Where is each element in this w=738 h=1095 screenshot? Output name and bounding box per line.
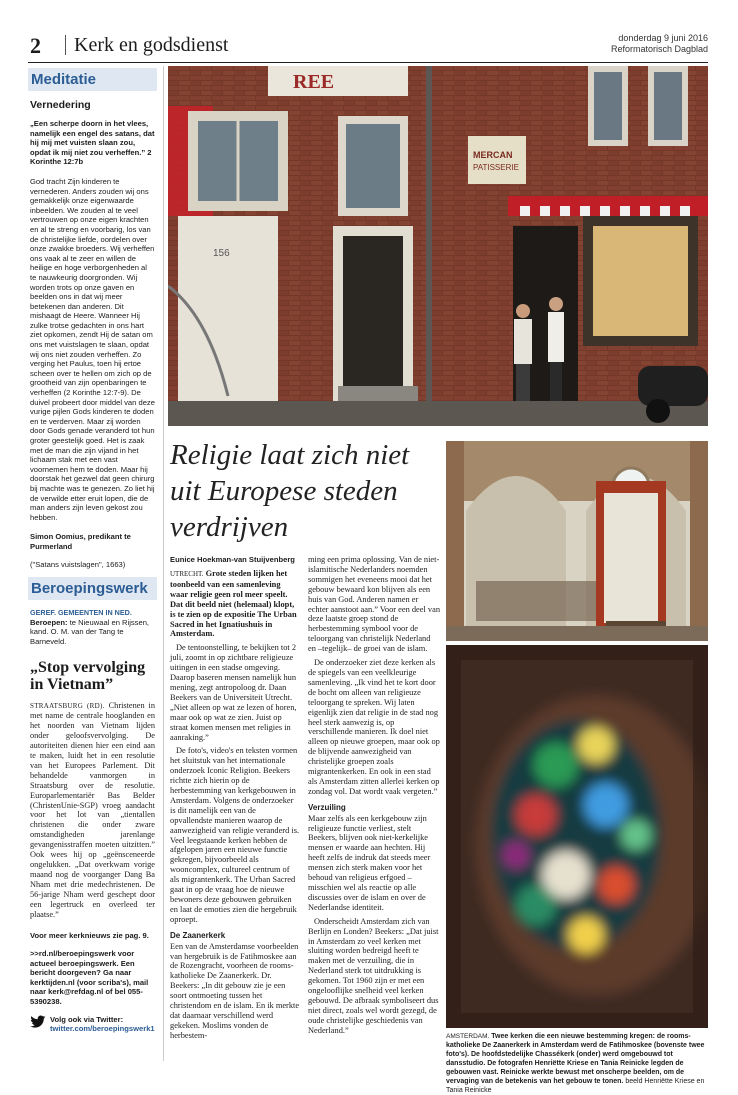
church-name: GEREF. GEMEENTEN IN NED.	[30, 608, 132, 618]
header-rule	[28, 62, 708, 63]
meditatie-heading: Meditatie	[28, 68, 157, 91]
svg-text:MERCAN: MERCAN	[473, 150, 513, 160]
section-title: Kerk en godsdienst	[65, 35, 228, 55]
caption-text: Twee kerken die een nieuwe bestemming kregen: de rooms-katholieke De Zaanerkerk in Amsterdam werd de Fatihmoskee (bovenste twee foto's). De hoofdstedelijke Chassékerk (onder) werd omgebouwd tot dansstudio. De fotografen Henriëtte Kriese en Tania Reinicke legden de gebouwen vast. Reinicke werkte bewust met onscherpe beelden, om de vervaging van de betekenis van het gebouw te tonen.	[446, 1033, 705, 1085]
beroepen-text: te Nieuwaal en Rijssen, kand. O. M. van der Tang te Barneveld.	[30, 617, 150, 646]
twitter-bird-icon	[30, 1015, 46, 1029]
beroepingswerk-heading: Beroepingswerk	[28, 577, 157, 600]
article-dateline: UTRECHT.	[170, 570, 204, 578]
issue-date: donderdag 9 juni 2016	[618, 33, 708, 43]
vietnam-body	[30, 701, 155, 920]
street-photo-illustration	[168, 66, 708, 426]
photo-caption	[446, 1032, 708, 1095]
left-column	[28, 64, 157, 1064]
article-paragraph: De tentoonstelling, te bekijken tot 2 juli, zoomt in op zichtbare religieuze uitingen in een stadse omgeving. Daarop baseren mensen namelijk hun mening, zegt antropoloog dr. Daan Beekers van de Universiteit Utrecht. „Niet alleen op wat ze lezen of horen, maar ook op wat ze zien. Juist op straat komen mensen met religies in aanraking.”	[170, 643, 297, 742]
article-paragraph: De foto's, video's en teksten vormen het sluitstuk van het internationale onderzoek Iconic Religion. Beekers richtte zich hierin op de herbestemming van kerkgebouwen in Amsterdam. Volgens de onderzoeker is dit namelijk een van de opvallendste manieren waarop de aanwezigheid van religie veranderd is. Veel leegstaande kerken hebben de afgelopen jaren een nieuwe functie gekregen, bijvoorbeeld als wooncomplex, cultureel centrum of als migrantenkerk. The Urban Sacred gaat in op de vraag hoe de nieuwe bewoners deze gebouwen gebruiken en laat de emoties zien die hergebruik oproept.	[170, 746, 300, 924]
vietnam-text: Christenen in met name de centrale hooglanden en het noorden van Vietnam lijden onder geloofsvervolging. De autoriteiten dienen hier een eind aan te maken, luidt het in een resolutie van het Europees Parlement. Dit behandelde vanmorgen in Straatsburg over de resolutie. Europarlementariër Bas Belder (ChristenUnie-SGP) vroeg aandacht voor het lot van „tientallen christenen die onder zware omstandigheden jarenlange gevangenisstraffen moeten uitzitten.” Ook wees hij op „geënsceneerde ongelukken. „Dat overkwam vorige maand nog de voorganger Dang Ba Nham met drie medechristenen. De 56-jarige Nham werd geschept door een legertruck en overleed ter plaatse.”	[30, 700, 156, 919]
article-byline: Eunice Hoekman-van Stuijvenberg	[170, 555, 295, 564]
twitter-link[interactable]: twitter.com/beroepingswerk1	[50, 1024, 155, 1034]
article-paragraph: Onderscheidt Amsterdam zich van Berlijn en Londen? Beekers: „Dat juist in Amsterdam zo veel kerken met sluiting worden bedreigd heeft te maken met de verzuiling, die in Nederland sterk tot uitdrukking is gekomen. Tot 1960 zijn er met een ongelooflijke snelheid veel kerken gebouwd. De afbraak symboliseert dus niet direct, zoals wel wordt gezegd, de oude christelijke geschiedenis van Nederland.”	[308, 916, 439, 1035]
photo-church-interior	[446, 441, 708, 641]
article-column-1	[170, 569, 300, 1045]
page-number: 2	[30, 33, 41, 58]
article-paragraph: ming een prima oplossing. Van de niet-islamitische Nederlanders noemden sommigen het eveneens mooi dat het gebouw bewaard kon blijven als een huis van God. Anderen namen er echter aanstoot aan.” Voor een deel van deze laatste groep stond de herbestemming symbool voor de teloorgang van christelijk Nederland en –tegelijk– de groei van de islam.	[308, 555, 441, 654]
article-paragraph: De onderzoeker ziet deze kerken als de spiegels van een veelkleurige samenleving. „Ik vind het te kort door de bocht om alleen van religieuze teloorgang te spreken. Wij laten eigenlijk zien dat religie in de stad nog heel sterk aanwezig is, op verschillende manieren. Ik doel niet alleen op nieuwe groepen, maar ook op de blijvende aanwezigheid van christelijke groepen zoals migrantenkerken. En ook in een stad als Amsterdam zitten allerlei kerken op zondag vol. Dat wordt vaak vergeten.”	[308, 658, 440, 796]
caption-place: AMSTERDAM.	[446, 1033, 490, 1040]
svg-text:PATISSERIE: PATISSERIE	[473, 163, 519, 172]
meditatie-body: God tracht Zijn kinderen te vernederen. Anders zouden wij ons gemakkelijk onze eigenwaarde inbeelden. We zouden al te veel vertrouwen op onze eigen krachten en al te streng en voorbarig, los van de christelijke liefde, oordelen over onze zwakke broeders. Wij verheffen ons vaak al te zeer en willen de heilige en hoge verborgenheden al te nauwkeurig doorgronden. Wij worden trots op onze gaven en beelden ons in dat wij meer betekenen dan anderen. Dit mishaagt de Heere. Wanneer Hij zulke trotse gedachten in ons hart ziet opkomen, zendt Hij de satan om ons met vuistslagen te slaan, opdat wij ons niet zouden verheffen. Zo verging het Paulus, toen hij ertoe scheen over te hellen om zich op de grootheid van zijn openbaringen te verheffen (2 Korinthe 12:7-9). De duivel probeert door middel van deze vurige pijlen Gods kinderen te doden en te verderven. Maar zij worden door Gods genade veranderd tot hun groter geestelijk goed. Het is zaak met de man die zijn vijand in het lichaam stak met een vast voornemen hem te doden. Maar hij doorstak het gezwel dat geen chirurg bij machte was te genezen. Zo liet hij de verwilde etter eruit lopen, die de man anders zijn leven gekost zou hebben.	[30, 176, 155, 522]
paper-name: Reformatorisch Dagblad	[610, 44, 708, 54]
top-sign-text: REE	[293, 71, 335, 93]
twitter-label: Volg ook via Twitter:	[50, 1014, 124, 1024]
article-subheading: Verzuiling	[308, 802, 346, 812]
church-interior-illustration	[446, 441, 708, 641]
meditatie-title: Vernedering	[30, 99, 91, 111]
column-divider	[163, 66, 164, 1061]
photo-fatihmoskee-street	[168, 66, 708, 426]
header-dateline	[611, 33, 708, 55]
beroepingswerk-block	[30, 608, 155, 646]
meditatie-source: ("Satans vuistslagen", 1663)	[30, 559, 126, 569]
twitter-text	[50, 1015, 155, 1034]
beroepingswerk-links[interactable]: >>rd.nl/beroepingswerk voor actueel beroepingswerk. Een bericht doorgeven? Ga naar kerktijden.nl (voor scriba's), mail naar kerk@refdag.nl of bel 055-5390238.	[30, 949, 149, 1006]
vietnam-headline: „Stop vervolging in Vietnam”	[30, 658, 146, 693]
more-news: Voor meer kerknieuws zie pag. 9.	[30, 931, 149, 941]
caption-credit: beeld Henriëtte Kriese en Tania Reinicke	[446, 1078, 705, 1094]
meditatie-author: Simon Oomius, predikant te Purmerland	[30, 532, 131, 551]
stained-glass-illustration	[446, 645, 708, 1028]
article-lead-text: Grote steden lijken het toonbeeld van een samenleving waar religie geen rol meer speelt. Dat dit beeld niet (helemaal) klopt, is te zien op de expositie The Urban Sacred in het Ignatiushuis in Amsterdam.	[170, 569, 297, 639]
twitter-block	[30, 1015, 155, 1034]
beroepen-label: Beroepen:	[30, 617, 68, 627]
article-column-2	[308, 555, 440, 1040]
photo-stained-glass	[446, 645, 708, 1028]
article-lead	[170, 569, 300, 639]
article-headline: Religie laat zich niet uit Europese steden verdrijven	[170, 439, 410, 543]
meditatie-quote: „Een scherpe doorn in het vlees, namelijk een engel des satans, dat hij mij met vuisten slaan zou, opdat ik mij niet zou verheffen.” 2 Korinthe 12:7b	[30, 119, 155, 167]
house-number-text: 156	[213, 248, 230, 259]
vietnam-dateline: STRAATSBURG (RD).	[30, 701, 105, 710]
article-paragraph: Maar zelfs als een kerkgebouw zijn religieuze functie verliest, stelt Beekers, blijven ook niet-kerkelijke mensen er waarde aan hechten. Hij heeft zelfs de indruk dat steeds meer mensen zich sterk maken voor het behoud van religieus erfgoed – misschien wel als reactie op alle discussies over de islam en over de Nederlandse identiteit.	[308, 813, 431, 912]
article-paragraph: Een van de Amsterdamse voorbeelden van hergebruik is de Fatihmoskee aan de Rozengracht, voorheen de rooms-katholieke De Zaanerkerk. Dr. Beekers: „In dit gebouw zie je een soort ontmoeting tussen het christendom en de islam. En ik merkte dat daarnaar verschillend werd gekeken. Moslims vonden de herbestem-	[170, 941, 300, 1040]
article-subheading: De Zaanerkerk	[170, 930, 226, 940]
